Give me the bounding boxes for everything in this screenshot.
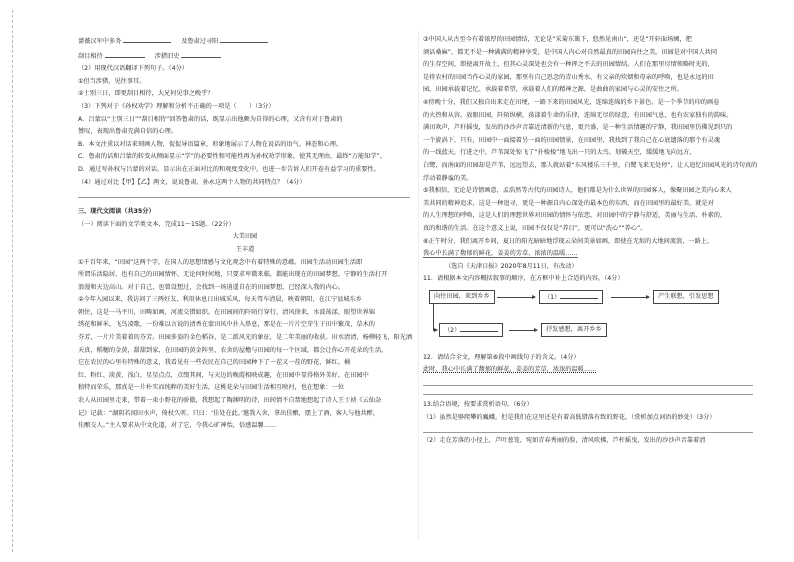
- flow-box-2-label: （1）: [544, 293, 561, 301]
- binding-dashed-line: [12, 10, 13, 552]
- paragraph-line: 园。田园承载着记忆、承载着希望，承载着人们的精神之源，是曲曲的家园与心灵的安住之所。: [423, 86, 683, 94]
- answer-blank[interactable]: [123, 34, 171, 43]
- option-a-cont: 赞叹，表现出鲁肃充满自信的心理。: [78, 128, 177, 136]
- flow-arrow: [611, 297, 649, 298]
- paragraph-line: 佳酿交人。”主人要求从中文化道，对了它，令我心旷神怡，倍感温馨……: [78, 422, 277, 430]
- paragraph-line: 所谓乐活隐居，也有自己的田园情怀，无论何时何地，只要求卑微来临，都能出现在的田园梦想，宁静的生活打开: [78, 271, 388, 279]
- flow-arrow: [497, 297, 535, 298]
- question-2: （2）用现代汉语翻译下列句子。（4分）: [78, 65, 188, 73]
- paragraph-line: 白鹭，而南面的田园却是芦苇，远远望去，那人就站着“东风楼乐三千里，白鹭飞来无处停”，让人追忆田园风光的诗句真的: [423, 161, 758, 169]
- paragraph-line: 朝住，这是一马平川，田畴如画，河流交错如织。在田园间的阡陌行穿行，清风徐来，水波荡漾，眼望世界锦: [78, 308, 375, 316]
- paragraph-line: 记》记载：“湖阴若闻田水声，倚杖久听。只曰：‘佳处在此。’邀我入舍，拿出佳酿，摆上了酒，客人与他共醉，: [78, 409, 380, 417]
- flow-box-4-label: （2）: [444, 326, 461, 334]
- answer-line[interactable]: [423, 385, 753, 386]
- flow-blank[interactable]: [560, 291, 598, 299]
- option-b: B．本文注重以对话来刻画人物，侃侃导语篇章，形象地展示了人物在说话的语气、神态和心理。: [78, 140, 343, 148]
- subsection-heading: （一）阅读下面的文学类文本，完成11～15题。（22分）: [78, 220, 235, 228]
- paragraph-line: 天真，稻穗的金黄，甜甜到家，在田园的黄金阵里，农舍的屋檐与田园的每一个区域，都会让你心开花朵的生活，: [78, 346, 388, 354]
- source-note: （选自《天津日报》2020年8月11日，有改动）: [445, 262, 578, 270]
- paragraph-line: 一个旋涡下，只有，田园中一面接着另一面的田园情景，在田园里，我找到了我自己在心底遗落的那个有灵魂: [423, 136, 720, 144]
- vocab-term-2: 及鲁肃过寻阳: [181, 38, 219, 45]
- paragraph-line: 酒话桑麻”，都无不是一种满满的精神享受，是中国人内心对自然最真的田园向往之美。田园是对中国人共同: [423, 48, 718, 56]
- paragraph-line: ⑤我相信，无论是诗情画意，孟浩然等古代的田园诗人，他们都是为什么世界的田园客人，像聚田园之美内心来人: [423, 187, 732, 195]
- flow-arrow: [433, 330, 437, 331]
- q12-quote: 此时，我心中长满了馥郁的鲜花，姜姜的芳草，浓浓的温暖……: [423, 366, 597, 374]
- question-11: 11．请根据本文内容概括叙事的顺序，在方框中补上合适的内容。（4分）: [423, 275, 624, 283]
- flow-diagram: [423, 288, 768, 350]
- paragraph-line: 满田欢声，芦秆摇曳，发出的沙沙声音靠近清新的气息，更兴盛，是一种生活情趣的宁静，我田园里仿佛见到只的: [423, 124, 733, 132]
- paragraph-line: 农人从田园里走来，带着一束小野花的骄傲，我想起了陶渊明的诗，田间情不自禁地想起了诗人王士祯《云仙杂: [78, 397, 382, 405]
- paragraph-line: 它在农民的心里有特殊的意义，我看见有一些农民在自己的田园种下了一茬又一茬的野花，鲜红，楠: [78, 359, 351, 367]
- answer-blank[interactable]: [181, 49, 221, 58]
- paragraph-line: 绣花和鲜米，飞鸟凌歌，一份难以言说的清香在蒙田风中扑入鼻息，那是在一片片空芽生于田中繁茂，草木的: [78, 321, 375, 329]
- flow-arrow: [509, 330, 537, 331]
- answer-blank[interactable]: [220, 34, 268, 43]
- paragraph-line: 美共同的精神追求，这是一种追寻，更是一种源自内心深处的最本色的东西，而在田园里的最好美，就是对: [423, 199, 714, 207]
- flow-box-1: 向往田园，来到乡乡: [429, 290, 495, 304]
- underlined-sentence: 我心中长满了馥郁的鲜花，姜姜的芳草，浓浓的温暖……: [423, 250, 578, 258]
- vocab-term-4: 涉猎旧史: [154, 52, 180, 60]
- paragraph-line: ⑥正午时分，我们离开乡间，夏日的阳光暗暗地浮现云朵间美景如画，即使在无垠的大地间流浪，一路上，: [423, 237, 714, 245]
- right-column: [423, 34, 768, 448]
- paragraph-line: 独特而荣乐，那真是一片朴实而纯粹的美好生活，这桃花朵与田园生活相互映衬，也在想象：一位: [78, 384, 345, 392]
- paragraph-line: 的火热和从容。放眼田园，阡陌纵横，荡漾着生命的乐律，连绵无尽的绿意，有田园气息，也有农家独有的韵味。: [423, 111, 733, 119]
- paragraph-line: 真的和谐的生活。在这个意义上说，田园不仅仅是“养目”，更可以“洗心”“养心”。: [423, 224, 647, 232]
- paragraph-line: 芬芳，一片片美着着的芬芳。田园多姿的金色稻谷，是二派风光的象征，是二年美丽的收获。田水清清，杨柳轻飞，阳光洒: [78, 334, 412, 342]
- paragraph-line: ③中国人从古至今有着浓厚的田园情结，无论是“采菊东篱下，悠然见南山”，还是“开轩面场圃，把: [423, 36, 692, 43]
- left-column: [78, 34, 412, 433]
- flow-box-5: 抒发感想，离开乡乡: [541, 323, 607, 337]
- option-c: C．鲁肃的话和吕蒙的转变从侧面显示“学”的必要性和可能性再为孙权劝学形象，使其无理由，最终“万能知学”。: [78, 153, 386, 161]
- vocab-term-1: 蔷薇汉军中多务: [78, 38, 122, 45]
- paragraph-line: 浮动着静谧的美。: [423, 174, 473, 182]
- section-heading: 三、现代文阅读（共35分）: [78, 208, 155, 216]
- paragraph-line: 红、粉红、淡黄、浅白，星星点点，点缀其间，与天边的晚霞相映成趣，在田园中显得格外美好，在田园中: [78, 371, 369, 379]
- paragraph-line: ①千百年来，“田园”这两个字，在国人的思想情感与文化观念中有着特殊的意蕴。田园生活动田园生活即: [78, 258, 363, 266]
- question-3: （3）下列对于《孙权劝学》理解和分析不正确的一项是（ ）（3分）: [78, 102, 275, 110]
- answer-blank[interactable]: [105, 49, 145, 58]
- vocab-row-1: [78, 34, 412, 49]
- option-a: A．吕蒙以“士别三日”“刮目相待”回答鲁肃的话，既显示出他颇为自得的心理，又含有对于鲁肃的: [78, 115, 343, 123]
- sentence-1: ①但当涉猎，见往事耳。: [78, 77, 146, 85]
- paragraph-line: 的一线蓝天，行进之中，芦苇深处惊飞了“扑棱棱”地飞出一只的大鸟，划破天空，缓缓地飞向远方，: [423, 149, 696, 157]
- paragraph-line: 的人生理想的呼唤，这是人们的理想世界对田园的情怀与依恋，对田园中的宁静与舒适，美丽与生活、朴素的，: [423, 212, 727, 220]
- vocab-term-3: 刮目相待: [78, 52, 103, 60]
- paragraph-line: ④傍晚十分，我们又独自出来走在田埂，一路下来的田园风光，连绵连绵的乡下景色，是一个季节的印的画卷: [423, 98, 720, 106]
- question-4: （4）通过对比【甲】【乙】两文，说说鲁肃、孙永这两个人物的共同特点？（4分）: [78, 178, 306, 186]
- paragraph-line: 的生存空间，即使离开故土，但其心灵深处也会有一种挥之不去的田园情结。人们在那里尽情领略时光的，: [423, 61, 714, 69]
- essay-author: 王丰道: [235, 245, 255, 253]
- binding-margin: [0, 0, 24, 562]
- question-13-1: （1）虽然是够爬攀的巍峨，但是我们在这里还是有着高低错落有致的野花。（赏析加点词语的妙处）（3分）: [423, 413, 716, 421]
- paragraph-line: ②今年入园以来，我访问了三两好友，利用休息日出城采风，每天驾车清晨，映着朝阳，在江宁县城东乡: [78, 296, 362, 304]
- option-d: D．通过写孙权与吕蒙的对话，显示出在正面对比的和观度变化中，也进一步告诉人们开卷有益学习的重要性。: [78, 165, 380, 173]
- question-13-2: （2）走在芳落的小径上，芦叶葱笼，宛如青春秀丽的脸，清风吹拂，芦杆摇曳，发出的沙沙声音靠着清: [423, 437, 706, 445]
- sentence-2: ②士别三日，即更刮目相待，大兄何见事之晚乎？: [78, 90, 214, 98]
- essay-title: 大美田园: [232, 233, 258, 241]
- question-13: 13.结合语境，按要求赏析语句。（6分）: [423, 401, 533, 409]
- vocab-row-2: [78, 49, 412, 64]
- paragraph-line: 浪漫和天边高山。对于自己，也曾设想过，会找到一场逍遥自在的田园梦想，已经深入我的内心。: [78, 283, 345, 291]
- flow-box-2[interactable]: [539, 290, 603, 304]
- paragraph-line: 是将农村的田园当作心灵的家园，那里有自己思念的青山秀水、有父亲的炊烟和母亲的呼唤，也是永远的田: [423, 73, 714, 81]
- flow-connector: [433, 304, 434, 330]
- question-12: 12．请结合全文，理解第⑥段中画线句子的含义。（4分）: [423, 353, 580, 361]
- flow-box-3: 产生联想，引发思想: [653, 290, 719, 304]
- flow-box-4[interactable]: [439, 323, 503, 337]
- column-divider: [418, 30, 419, 540]
- flow-blank[interactable]: [460, 324, 498, 332]
